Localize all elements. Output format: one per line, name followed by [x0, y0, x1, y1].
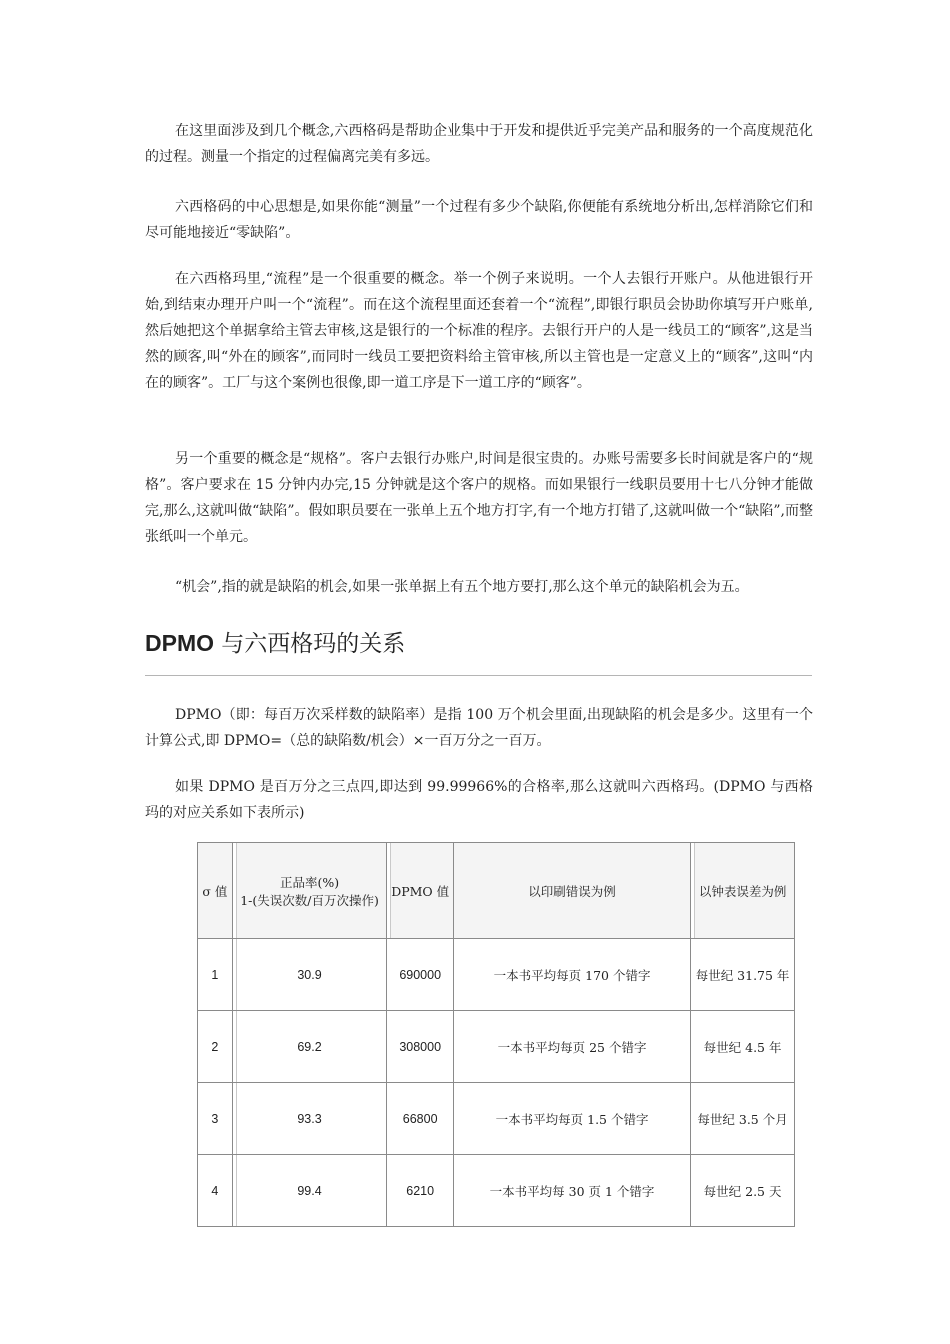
sigma-dpmo-table	[197, 842, 795, 1227]
table-row	[198, 1155, 795, 1227]
table-row	[198, 1011, 795, 1083]
cell-yield: 30.9	[232, 939, 387, 1011]
paragraph-dpmo-definition: DPMO（即：每百万次采样数的缺陷率）是指 100 万个机会里面,出现缺陷的机会是多少。这里有一个计算公式,即 DPMO=（总的缺陷数/机会）×一百万分之一百万。	[145, 707, 813, 749]
paragraph-process-concept: 在六西格玛里,“流程”是一个很重要的概念。举一个例子来说明。一个人去银行开账户。从他进银行开始,到结束办理开户叫一个“流程”。而在这个流程里面还套着一个“流程”,即银行职员会协助你填写开户账单,然后她把这个单据拿给主管去审核,这是银行的一个标准的程序。去银行开户的人是一线员工的“顾客”,这是当然的顾客,叫“外在的顾客”,而同时一线员工要把资料给主管审核,所以主管也是一定意义上的“顾客”,这叫“内在的顾客”。工厂与这个案例也很像,即一道工序是下一道工序的“顾客”。	[145, 271, 813, 391]
paragraph-measurement-idea: 六西格码的中心思想是,如果你能“测量”一个过程有多少个缺陷,你便能有系统地分析出,怎样消除它们和尽可能地接近“零缺陷”。	[145, 199, 813, 241]
paragraph-specification-concept: 另一个重要的概念是“规格”。客户去银行办账户,时间是很宝贵的。办账号需要多长时间就是客户的“规格”。客户要求在 15 分钟内办完,15 分钟就是这个客户的规格。而如果银行一线职员要用十七八分钟才能做完,那么,这就叫做“缺陷”。假如职员要在一张单上五个地方打字,有一个地方打错了,这就叫做一个“缺陷”,而整张纸叫一个单元。	[145, 451, 813, 545]
cell-clock: 每世纪 2.5 天	[691, 1155, 795, 1227]
cell-sigma: 2	[198, 1011, 233, 1083]
paragraph-opportunity-concept: “机会”,指的就是缺陷的机会,如果一张单据上有五个地方要打,那么这个单元的缺陷机会为五。	[175, 579, 749, 595]
header-dpmo: DPMO 值	[387, 843, 454, 939]
cell-dpmo: 66800	[387, 1083, 454, 1155]
table-row	[198, 939, 795, 1011]
section-heading-latin: DPMO	[145, 630, 214, 656]
cell-sigma: 1	[198, 939, 233, 1011]
cell-dpmo: 690000	[387, 939, 454, 1011]
section-heading	[145, 625, 405, 658]
header-sigma: σ 值	[198, 843, 233, 939]
section-divider	[145, 675, 812, 676]
header-printing: 以印刷错误为例	[453, 843, 690, 939]
cell-yield: 93.3	[232, 1083, 387, 1155]
cell-clock: 每世纪 4.5 年	[691, 1011, 795, 1083]
cell-printing: 一本书平均每页 1.5 个错字	[453, 1083, 690, 1155]
cell-yield: 99.4	[232, 1155, 387, 1227]
cell-dpmo: 6210	[387, 1155, 454, 1227]
table-header-row	[198, 843, 795, 939]
cell-sigma: 3	[198, 1083, 233, 1155]
paragraph-six-sigma-definition: 在这里面涉及到几个概念,六西格码是帮助企业集中于开发和提供近乎完美产品和服务的一个高度规范化的过程。测量一个指定的过程偏离完美有多远。	[145, 123, 813, 165]
cell-clock: 每世纪 31.75 年	[691, 939, 795, 1011]
cell-printing: 一本书平均每 30 页 1 个错字	[453, 1155, 690, 1227]
header-yield	[232, 843, 387, 939]
cell-printing: 一本书平均每页 25 个错字	[453, 1011, 690, 1083]
cell-printing: 一本书平均每页 170 个错字	[453, 939, 690, 1011]
cell-dpmo: 308000	[387, 1011, 454, 1083]
table-row	[198, 1083, 795, 1155]
section-heading-text: 与六西格玛的关系	[214, 631, 406, 657]
cell-clock: 每世纪 3.5 个月	[691, 1083, 795, 1155]
paragraph-dpmo-six-sigma: 如果 DPMO 是百万分之三点四,即达到 99.99966%的合格率,那么这就叫六西格玛。(DPMO 与西格玛的对应关系如下表所示)	[145, 779, 813, 821]
cell-sigma: 4	[198, 1155, 233, 1227]
header-yield-line1: 正品率(%)	[279, 874, 340, 890]
cell-yield: 69.2	[232, 1011, 387, 1083]
header-yield-line2: 1-(失误次数/百万次操作)	[240, 892, 379, 908]
header-clock: 以钟表误差为例	[691, 843, 795, 939]
